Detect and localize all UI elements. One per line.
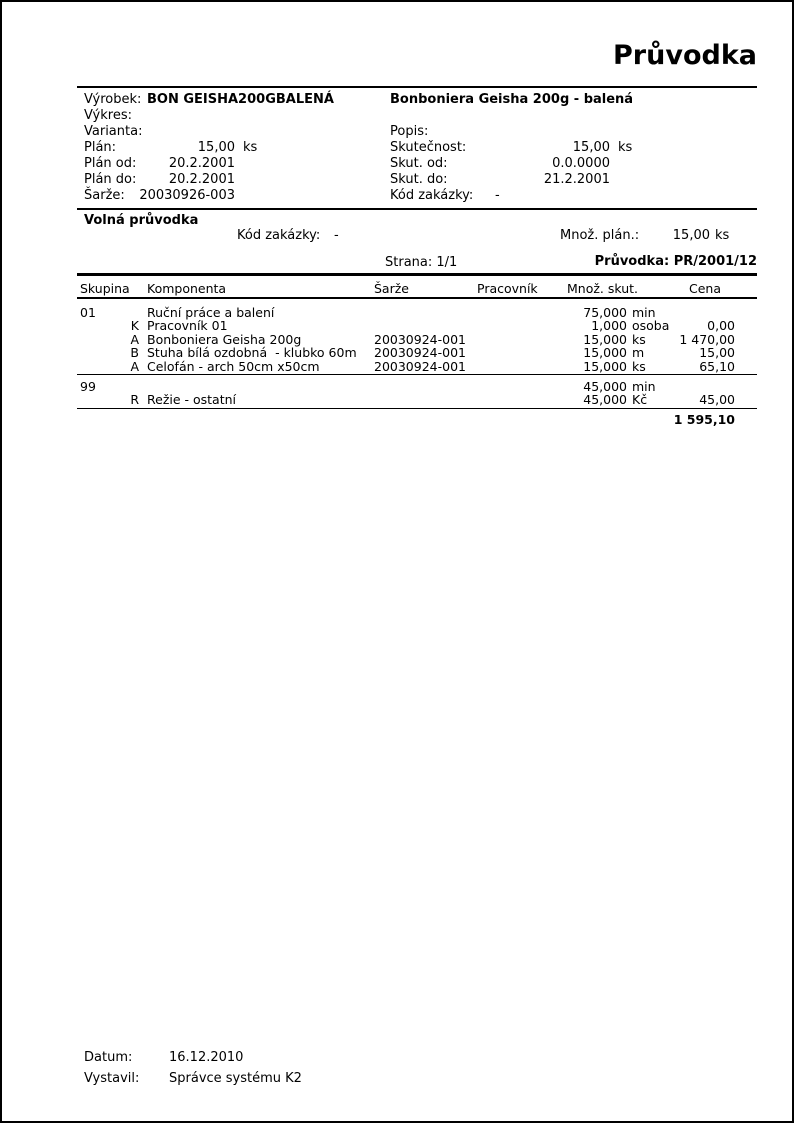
vystavil-label: Vystavil:	[84, 1071, 140, 1086]
cell-qty: 15,000	[583, 345, 627, 360]
cell-unit: min	[632, 305, 656, 320]
skut-do-value: 21.2.2001	[543, 172, 610, 187]
sarze-value: 20030926-003	[139, 188, 235, 203]
datum-value: 16.12.2010	[169, 1050, 244, 1065]
cell-komponenta: Bonboniera Geisha 200g	[147, 332, 302, 347]
cell-type: B	[130, 345, 139, 360]
kod-zakazky-value: -	[495, 188, 500, 203]
volna-kod-zakazky-value: -	[334, 228, 339, 243]
table-row	[77, 379, 757, 393]
sarze-label: Šarže:	[84, 188, 125, 203]
cell-unit: min	[632, 379, 656, 394]
table-row	[77, 332, 757, 346]
plan-do-label: Plán do:	[84, 172, 137, 187]
cell-cena: 1 470,00	[679, 332, 735, 347]
document-number: Průvodka: PR/2001/12	[594, 254, 757, 269]
popis-label: Popis:	[390, 124, 429, 139]
table-header-row	[77, 281, 757, 295]
page-title: Průvodka	[613, 40, 757, 71]
vyrobek-label: Výrobek:	[84, 92, 142, 107]
cell-komponenta: Režie - ostatní	[147, 392, 237, 407]
kod-zakazky-label: Kód zakázky:	[390, 188, 474, 203]
col-header-pracovnik: Pracovník	[477, 281, 538, 296]
table-header-rule	[77, 297, 757, 299]
col-header-skupina: Skupina	[80, 281, 130, 296]
cell-qty: 75,000	[583, 305, 627, 320]
volna-heading: Volná průvodka	[84, 213, 199, 228]
cell-type: A	[130, 332, 139, 347]
plan-unit: ks	[243, 140, 258, 155]
cell-qty: 1,000	[591, 318, 627, 333]
cell-qty: 15,000	[583, 332, 627, 347]
cell-unit: m	[632, 345, 645, 360]
mnoz-plan-label: Množ. plán.:	[560, 228, 640, 243]
vyrobek-code: BON GEISHA200GBALENÁ	[147, 92, 334, 107]
mnoz-plan-value: 15,00	[672, 228, 710, 243]
group-separator-rule	[77, 374, 757, 375]
cell-type: K	[130, 318, 139, 333]
cell-cena: 0,00	[707, 318, 735, 333]
plan-label: Plán:	[84, 140, 117, 155]
skutecnost-label: Skutečnost:	[390, 140, 467, 155]
col-header-mnoz-skut: Množ. skut.	[567, 281, 639, 296]
table-bottom-rule	[77, 408, 757, 409]
cell-sarze: 20030924-001	[374, 345, 466, 360]
table-row	[77, 392, 757, 406]
skutecnost-value: 15,00	[572, 140, 610, 155]
plan-od-label: Plán od:	[84, 156, 137, 171]
plan-do-value: 20.2.2001	[168, 172, 235, 187]
cell-qty: 45,000	[583, 392, 627, 407]
cell-unit: ks	[632, 332, 646, 347]
mnoz-plan-unit: ks	[715, 228, 730, 243]
cell-unit: osoba	[632, 318, 670, 333]
col-header-komponenta: Komponenta	[147, 281, 227, 296]
cell-sarze: 20030924-001	[374, 332, 466, 347]
table-row	[77, 318, 757, 332]
varianta-label: Varianta:	[84, 124, 143, 139]
skut-od-value: 0.0.0000	[552, 156, 610, 171]
table-row	[77, 359, 757, 373]
skut-od-label: Skut. od:	[390, 156, 448, 171]
plan-value: 15,00	[197, 140, 235, 155]
vystavil-value: Správce systému K2	[169, 1071, 302, 1086]
col-header-cena: Cena	[688, 281, 721, 296]
cell-unit: Kč	[632, 392, 648, 407]
cell-komponenta: Ruční práce a balení	[147, 305, 275, 320]
cell-type: A	[130, 359, 139, 374]
cell-komponenta: Celofán - arch 50cm x50cm	[147, 359, 320, 374]
table-top-rule	[77, 273, 757, 276]
volna-kod-zakazky-label: Kód zakázky:	[237, 228, 321, 243]
cell-cena: 45,00	[699, 392, 735, 407]
col-header-sarze: Šarže	[374, 281, 409, 296]
volna-divider	[77, 208, 757, 210]
title-divider	[77, 86, 757, 88]
cell-cena: 65,10	[699, 359, 735, 374]
cell-qty: 15,000	[583, 359, 627, 374]
table-row	[77, 305, 757, 319]
product-name: Bonboniera Geisha 200g - balená	[390, 92, 634, 107]
skutecnost-unit: ks	[618, 140, 633, 155]
cell-unit: ks	[632, 359, 646, 374]
table-row	[77, 345, 757, 359]
cell-type: R	[130, 392, 139, 407]
plan-od-value: 20.2.2001	[168, 156, 235, 171]
page-number: Strana: 1/1	[385, 255, 458, 270]
cell-cena: 15,00	[699, 345, 735, 360]
skut-do-label: Skut. do:	[390, 172, 448, 187]
cell-komponenta: Stuha bílá ozdobná - klubko 60m	[147, 345, 357, 360]
cell-group: 01	[80, 305, 96, 320]
cell-group: 99	[80, 379, 96, 394]
cell-komponenta: Pracovník 01	[147, 318, 228, 333]
datum-label: Datum:	[84, 1050, 133, 1065]
vykres-label: Výkres:	[84, 108, 132, 123]
grand-total: 1 595,10	[673, 412, 735, 427]
cell-sarze: 20030924-001	[374, 359, 466, 374]
cell-qty: 45,000	[583, 379, 627, 394]
